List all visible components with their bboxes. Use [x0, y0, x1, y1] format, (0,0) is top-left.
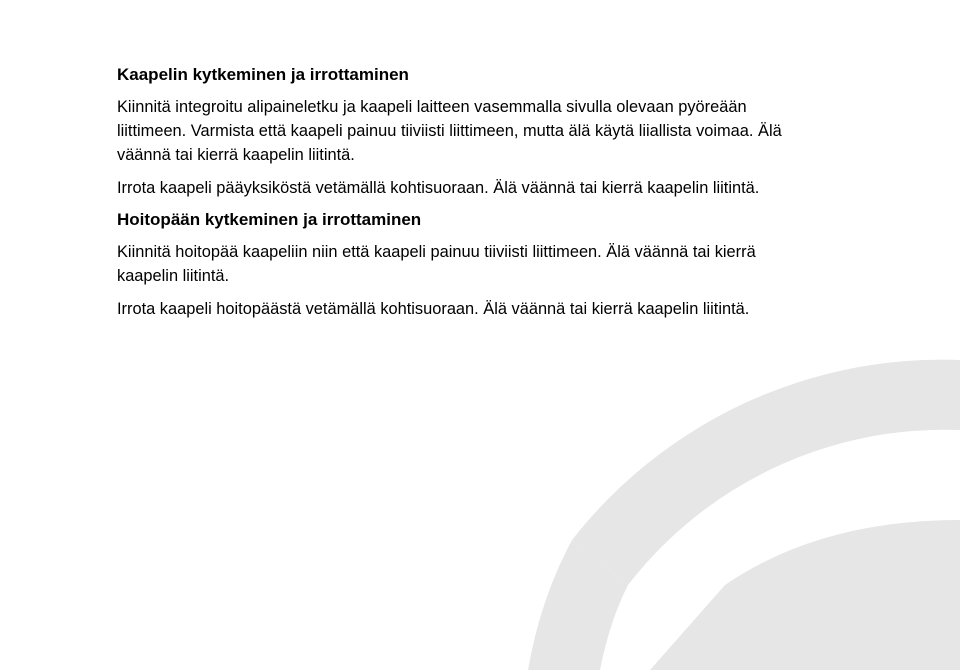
paragraph: Irrota kaapeli hoitopäästä vetämällä kohtisuoraan. Älä väännä tai kierrä kaapelin liitintä. — [117, 300, 750, 318]
section-heading: Kaapelin kytkeminen ja irrottaminen — [117, 65, 409, 84]
paragraph: Kiinnitä hoitopää kaapeliin niin että kaapeli painuu tiiviisti liittimeen. Älä väännä tai kierrä kaapelin liitintä. — [117, 243, 756, 285]
paragraph: Kiinnitä integroitu alipaineletku ja kaapeli laitteen vasemmalla sivulla olevaan pyöreään liittimeen. Varmista että kaapeli painuu tiiviisti liittimeen, mutta älä käytä liiallista voimaa. Älä väännä tai kierrä kaapelin liitintä. — [117, 98, 782, 164]
watermark-lower-blade — [650, 520, 960, 670]
section-cable-connect — [117, 64, 817, 200]
paragraph: Irrota kaapeli pääyksiköstä vetämällä kohtisuoraan. Älä väännä tai kierrä kaapelin liitintä. — [117, 179, 760, 197]
document-body — [117, 64, 817, 330]
section-heading: Hoitopään kytkeminen ja irrottaminen — [117, 210, 422, 229]
section-treatment-head-connect — [117, 209, 817, 321]
